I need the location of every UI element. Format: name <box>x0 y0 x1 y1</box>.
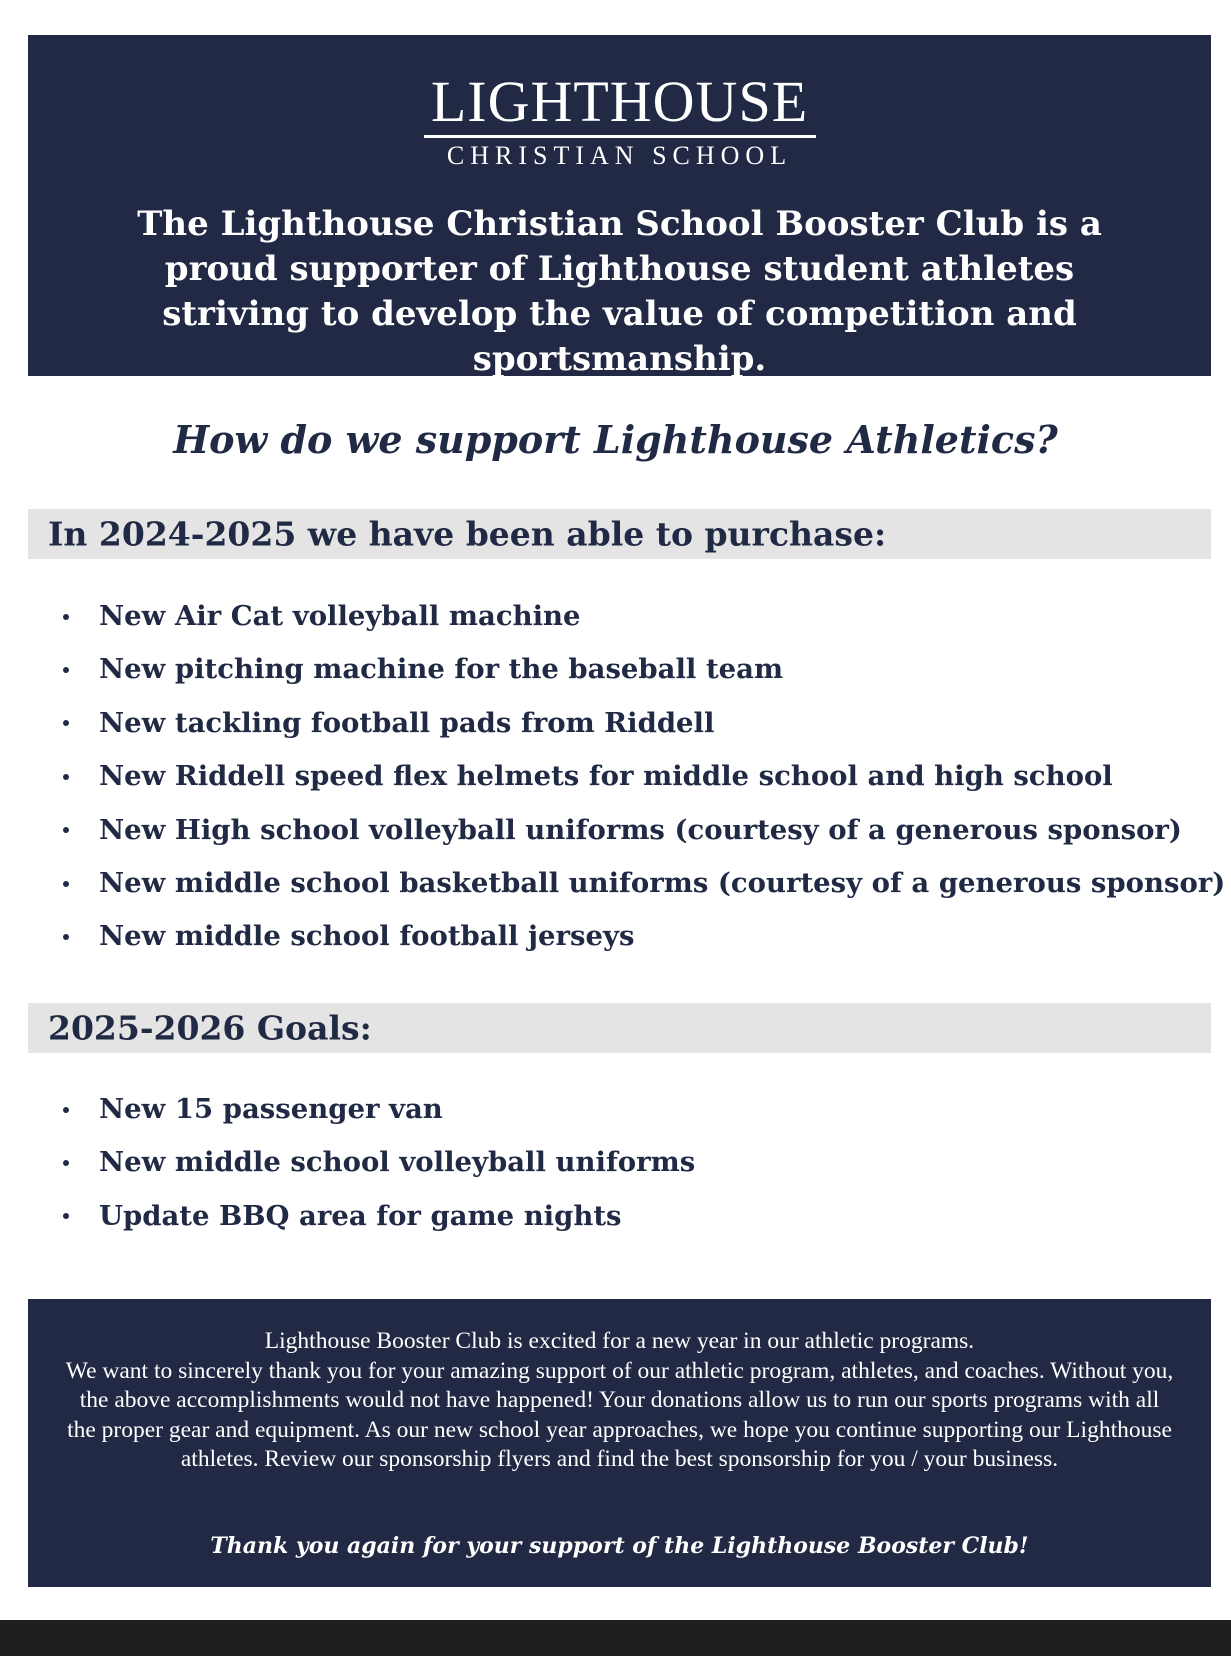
thank-you-footer <box>28 1299 1211 1587</box>
list-item <box>60 643 1225 696</box>
list-item <box>60 1136 695 1189</box>
list-item-text: New Riddell speed flex helmets for middle school and high school <box>99 760 1113 793</box>
footer-line: We want to sincerely thank you for your amazing support of our athletic program, athletes, and coaches. Without you, the above accomplishments would not have happened! Your donations allow us to run our sports programs with all the proper gear and equipment. As our new school year approaches, we hope you continue supporting our Lighthouse athletes. Review our sponsorship flyers and find the best sponsorship for you / your business. <box>65 1357 1174 1472</box>
bullet-icon <box>63 934 69 940</box>
list-item <box>60 857 1225 910</box>
purchases-header <box>28 509 1211 559</box>
list-item <box>60 910 1225 963</box>
list-item-text: New Air Cat volleyball machine <box>99 600 581 632</box>
bottom-bar <box>0 1620 1231 1656</box>
section-question: How do we support Lighthouse Athletics? <box>173 417 1058 462</box>
list-item-text: New middle school basketball uniforms (courtesy of a generous sponsor) <box>99 866 1226 899</box>
list-item <box>60 750 1225 803</box>
list-item-text: New middle school volleyball uniforms <box>99 1146 696 1179</box>
list-item-text: New middle school football jerseys <box>99 920 635 953</box>
bullet-icon <box>63 774 69 780</box>
list-item <box>60 1083 695 1136</box>
list-item <box>60 590 1225 643</box>
logo-subtitle: CHRISTIAN SCHOOL <box>446 141 793 170</box>
mission-statement: The Lighthouse Christian School Booster Club is a proud supporter of Lighthouse student athletes striving to develop the value of competition and sportsmanship. <box>137 204 1102 379</box>
list-item <box>60 804 1225 857</box>
footer-message <box>63 1327 1176 1475</box>
goals-title: 2025-2026 Goals: <box>48 1008 372 1048</box>
goals-list <box>60 1083 695 1243</box>
hero-banner <box>28 35 1211 379</box>
purchases-list <box>60 590 1225 964</box>
footer-thanks: Thank you again for your support of the Lighthouse Booster Club! <box>210 1533 1029 1559</box>
purchases-title: In 2024-2025 we have been able to purchase: <box>48 514 887 554</box>
goals-header <box>28 1003 1211 1053</box>
logo-rule <box>424 135 816 138</box>
bullet-icon <box>63 614 69 620</box>
list-item <box>60 697 1225 750</box>
list-item-text: Update BBQ area for game nights <box>99 1199 622 1232</box>
list-item-text: New 15 passenger van <box>99 1093 443 1125</box>
bullet-icon <box>63 1213 69 1219</box>
bullet-icon <box>63 1107 69 1113</box>
bullet-icon <box>63 1160 69 1166</box>
bullet-icon <box>63 827 69 833</box>
logo-wordmark: LIGHTHOUSE <box>430 69 809 134</box>
list-item-text: New High school volleyball uniforms (courtesy of a generous sponsor) <box>99 813 1182 846</box>
bullet-icon <box>63 720 69 726</box>
list-item <box>60 1190 695 1243</box>
school-logo <box>420 69 820 170</box>
list-item-text: New pitching machine for the baseball team <box>99 653 784 686</box>
list-item-text: New tackling football pads from Riddell <box>99 706 715 739</box>
bullet-icon <box>63 667 69 673</box>
bullet-icon <box>63 881 69 887</box>
footer-line: Lighthouse Booster Club is excited for a new year in our athletic programs. <box>264 1328 975 1354</box>
